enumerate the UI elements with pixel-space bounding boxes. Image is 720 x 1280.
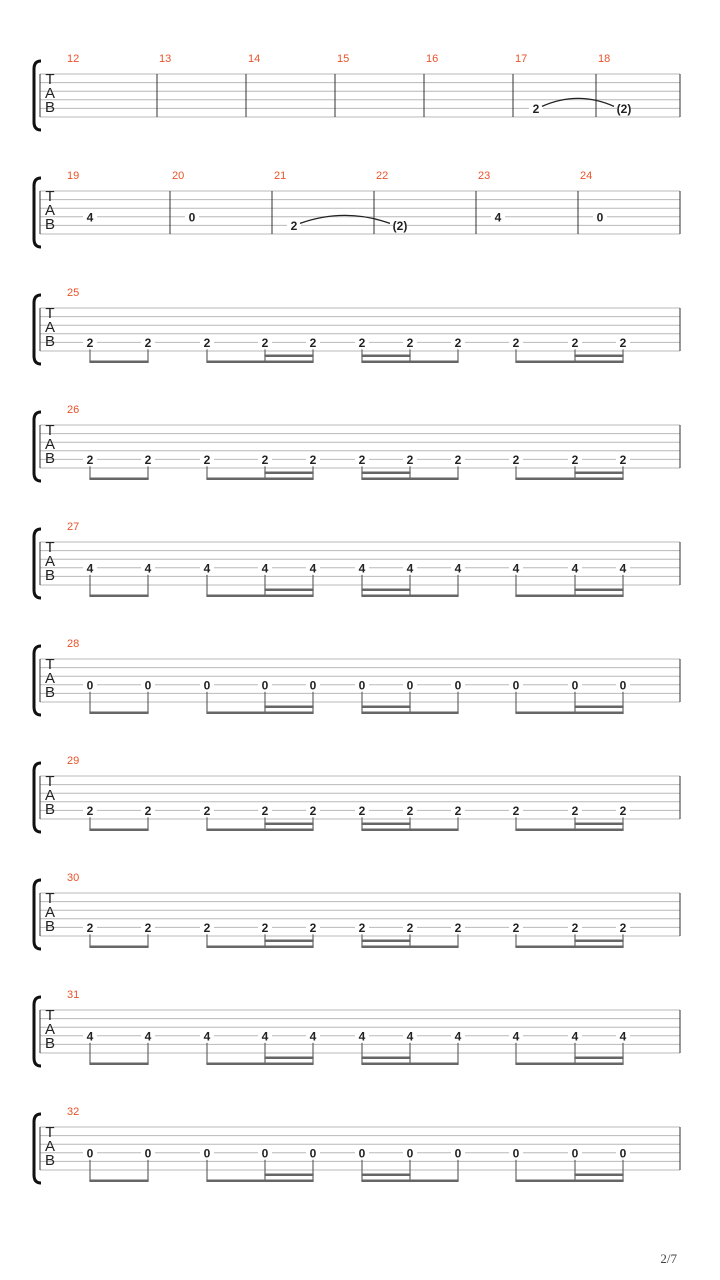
fret-number: 2 <box>309 335 317 350</box>
fret-number: 0 <box>261 1146 269 1161</box>
measure-number: 28 <box>67 638 80 650</box>
tab-clef-letter: A <box>44 85 56 102</box>
beam <box>89 946 148 949</box>
beam-secondary <box>361 940 410 943</box>
beam <box>89 478 148 481</box>
fret-number: 4 <box>261 561 269 576</box>
beam-secondary <box>361 1057 410 1060</box>
measure-number: 13 <box>159 53 172 65</box>
beam <box>361 595 458 598</box>
fret-number: 2 <box>358 452 366 467</box>
fret-number: 0 <box>358 1146 366 1161</box>
beam <box>515 595 623 598</box>
fret-number: 0 <box>454 1146 462 1161</box>
tab-clef-letter: B <box>44 567 56 584</box>
beam-secondary <box>361 355 410 358</box>
measure-number: 22 <box>376 170 389 182</box>
fret-number: 2 <box>512 803 520 818</box>
tab-clef-letter: T <box>45 773 55 790</box>
tab-clef-letter: A <box>44 670 56 687</box>
fret-number: 2 <box>144 452 152 467</box>
measure-number: 18 <box>598 53 611 65</box>
fret-number: 4 <box>203 561 211 576</box>
fret-number: 2 <box>406 803 414 818</box>
tab-clef-letter: A <box>44 553 56 570</box>
fret-number: 2 <box>512 920 520 935</box>
beam-secondary <box>264 940 313 943</box>
fret-number: 2 <box>619 452 627 467</box>
fret-number: 0 <box>454 678 462 693</box>
tab-clef-letter: T <box>45 539 55 556</box>
beam-secondary <box>264 1174 313 1177</box>
fret-number: 2 <box>406 335 414 350</box>
tab-clef-letter: B <box>44 1035 56 1052</box>
tab-clef-letter: T <box>45 1124 55 1141</box>
beam-secondary <box>361 472 410 475</box>
beam-secondary <box>264 1057 313 1060</box>
tab-clef-letter: T <box>45 1007 55 1024</box>
tab-clef-letter: T <box>45 890 55 907</box>
fret-number: 0 <box>571 1146 579 1161</box>
fret-number: 2 <box>619 335 627 350</box>
beam-secondary <box>361 1174 410 1177</box>
beam <box>361 361 458 364</box>
fret-number: 2 <box>454 920 462 935</box>
tab-clef-letter: A <box>44 202 56 219</box>
measure-number: 29 <box>67 755 80 767</box>
beam-secondary <box>264 472 313 475</box>
measure-number: 32 <box>67 1106 80 1118</box>
tab-clef-letter: A <box>44 1021 56 1038</box>
fret-number: 2 <box>571 452 579 467</box>
beam <box>89 361 148 364</box>
measure-number: 16 <box>426 53 439 65</box>
fret-number: 2 <box>406 920 414 935</box>
beam-secondary <box>574 355 623 358</box>
measure-number: 24 <box>580 170 593 182</box>
fret-number: 4 <box>203 1029 211 1044</box>
fret-number: 2 <box>571 803 579 818</box>
fret-number: 0 <box>619 678 627 693</box>
beam <box>515 712 623 715</box>
measure-number: 30 <box>67 872 80 884</box>
fret-number: 2 <box>86 335 94 350</box>
beam-secondary <box>264 589 313 592</box>
tab-clef-letter: B <box>44 918 56 935</box>
fret-number: 2 <box>86 452 94 467</box>
beam <box>515 1063 623 1066</box>
tab-clef-letter: A <box>44 904 56 921</box>
tab-clef-letter: A <box>44 436 56 453</box>
fret-number: 2 <box>358 803 366 818</box>
fret-number: 2 <box>571 920 579 935</box>
fret-number: 2 <box>619 803 627 818</box>
fret-number: 2 <box>512 335 520 350</box>
tab-clef-letter: T <box>45 656 55 673</box>
beam <box>206 361 313 364</box>
fret-number: 4 <box>309 561 317 576</box>
beam <box>515 1180 623 1183</box>
fret-number: 2 <box>532 101 540 116</box>
fret-number: 2 <box>203 335 211 350</box>
fret-number: 4 <box>309 1029 317 1044</box>
beam <box>361 712 458 715</box>
fret-number: 2 <box>619 920 627 935</box>
fret-number: (2) <box>616 101 632 116</box>
measure-number: 20 <box>172 170 185 182</box>
beam <box>206 595 313 598</box>
tab-clef-letter: B <box>44 1152 56 1169</box>
fret-number: 0 <box>309 1146 317 1161</box>
fret-number: 4 <box>454 1029 462 1044</box>
beam-secondary <box>574 823 623 826</box>
tab-clef-letter: B <box>44 801 56 818</box>
beam <box>206 1180 313 1183</box>
beam-secondary <box>264 823 313 826</box>
beam <box>89 1180 148 1183</box>
fret-number: 0 <box>261 678 269 693</box>
measure-number: 27 <box>67 521 80 533</box>
beam <box>206 1063 313 1066</box>
tab-clef-letter: T <box>45 422 55 439</box>
fret-number: 2 <box>203 920 211 935</box>
fret-number: 0 <box>86 1146 94 1161</box>
fret-number: 2 <box>144 803 152 818</box>
fret-number: 0 <box>596 210 604 225</box>
fret-number: 0 <box>571 678 579 693</box>
fret-number: 2 <box>203 803 211 818</box>
beam <box>206 829 313 832</box>
fret-number: 2 <box>144 920 152 935</box>
tab-clef-letter: B <box>44 216 56 233</box>
fret-number: 0 <box>203 1146 211 1161</box>
fret-number: 2 <box>261 803 269 818</box>
fret-number: 0 <box>144 678 152 693</box>
beam <box>361 478 458 481</box>
tab-clef-letter: T <box>45 188 55 205</box>
fret-number: 0 <box>512 678 520 693</box>
measure-number: 17 <box>515 53 528 65</box>
beam-secondary <box>574 940 623 943</box>
measure-number: 12 <box>67 53 80 65</box>
fret-number: 2 <box>86 920 94 935</box>
beam <box>89 1063 148 1066</box>
beam <box>361 1063 458 1066</box>
fret-number: 2 <box>261 335 269 350</box>
beam <box>89 712 148 715</box>
fret-number: 4 <box>494 210 502 225</box>
beam-secondary <box>574 1174 623 1177</box>
fret-number: 4 <box>358 561 366 576</box>
measure-number: 26 <box>67 404 80 416</box>
beam <box>206 478 313 481</box>
beam <box>361 1180 458 1183</box>
beam-secondary <box>264 355 313 358</box>
fret-number: 2 <box>261 452 269 467</box>
fret-number: 4 <box>619 561 627 576</box>
measure-number: 31 <box>67 989 80 1001</box>
measure-number: 23 <box>478 170 491 182</box>
fret-number: 0 <box>406 1146 414 1161</box>
tab-clef-letter: A <box>44 319 56 336</box>
beam-secondary <box>361 823 410 826</box>
tab-clef-letter: B <box>44 99 56 116</box>
beam-secondary <box>264 706 313 709</box>
fret-number: 4 <box>571 561 579 576</box>
tab-clef-letter: T <box>45 305 55 322</box>
measure-number: 15 <box>337 53 350 65</box>
beam-secondary <box>574 589 623 592</box>
fret-number: 4 <box>261 1029 269 1044</box>
beam <box>89 595 148 598</box>
fret-number: 4 <box>512 1029 520 1044</box>
fret-number: 0 <box>619 1146 627 1161</box>
beam-secondary <box>361 706 410 709</box>
fret-number: 4 <box>406 561 414 576</box>
beam <box>515 361 623 364</box>
fret-number: 0 <box>203 678 211 693</box>
fret-number: 0 <box>406 678 414 693</box>
beam <box>361 946 458 949</box>
beam <box>89 829 148 832</box>
fret-number: 4 <box>144 561 152 576</box>
fret-number: 4 <box>144 1029 152 1044</box>
beam <box>515 829 623 832</box>
beam-secondary <box>361 589 410 592</box>
fret-number: 4 <box>512 561 520 576</box>
fret-number: 4 <box>86 561 94 576</box>
beam <box>206 946 313 949</box>
measure-number: 14 <box>248 53 261 65</box>
beam <box>206 712 313 715</box>
fret-number: 2 <box>454 452 462 467</box>
fret-number: 4 <box>358 1029 366 1044</box>
fret-number: 4 <box>619 1029 627 1044</box>
tab-clef-letter: B <box>44 450 56 467</box>
fret-number: 4 <box>571 1029 579 1044</box>
tab-clef-letter: B <box>44 333 56 350</box>
beam-secondary <box>574 706 623 709</box>
fret-number: 2 <box>290 218 298 233</box>
fret-number: 4 <box>86 210 94 225</box>
beam <box>515 946 623 949</box>
fret-number: 2 <box>309 920 317 935</box>
fret-number: 2 <box>309 803 317 818</box>
measure-number: 21 <box>274 170 287 182</box>
fret-number: 2 <box>261 920 269 935</box>
tab-clef-letter: T <box>45 71 55 88</box>
tab-clef-letter: A <box>44 1138 56 1155</box>
measure-number: 19 <box>67 170 80 182</box>
fret-number: 2 <box>144 335 152 350</box>
fret-number: 2 <box>203 452 211 467</box>
fret-number: 2 <box>309 452 317 467</box>
beam-secondary <box>574 472 623 475</box>
fret-number: (2) <box>392 218 408 233</box>
fret-number: 4 <box>86 1029 94 1044</box>
beam-secondary <box>574 1057 623 1060</box>
fret-number: 2 <box>358 920 366 935</box>
measure-number: 25 <box>67 287 80 299</box>
fret-number: 2 <box>454 335 462 350</box>
fret-number: 2 <box>454 803 462 818</box>
fret-number: 2 <box>406 452 414 467</box>
fret-number: 2 <box>512 452 520 467</box>
fret-number: 2 <box>358 335 366 350</box>
page-number: 2/7 <box>660 1251 677 1266</box>
fret-number: 0 <box>86 678 94 693</box>
fret-number: 0 <box>144 1146 152 1161</box>
beam <box>361 829 458 832</box>
fret-number: 0 <box>188 210 196 225</box>
beam <box>515 478 623 481</box>
fret-number: 2 <box>571 335 579 350</box>
fret-number: 0 <box>358 678 366 693</box>
fret-number: 4 <box>406 1029 414 1044</box>
fret-number: 4 <box>454 561 462 576</box>
fret-number: 0 <box>512 1146 520 1161</box>
tab-clef-letter: B <box>44 684 56 701</box>
fret-number: 2 <box>86 803 94 818</box>
tab-clef-letter: A <box>44 787 56 804</box>
fret-number: 0 <box>309 678 317 693</box>
